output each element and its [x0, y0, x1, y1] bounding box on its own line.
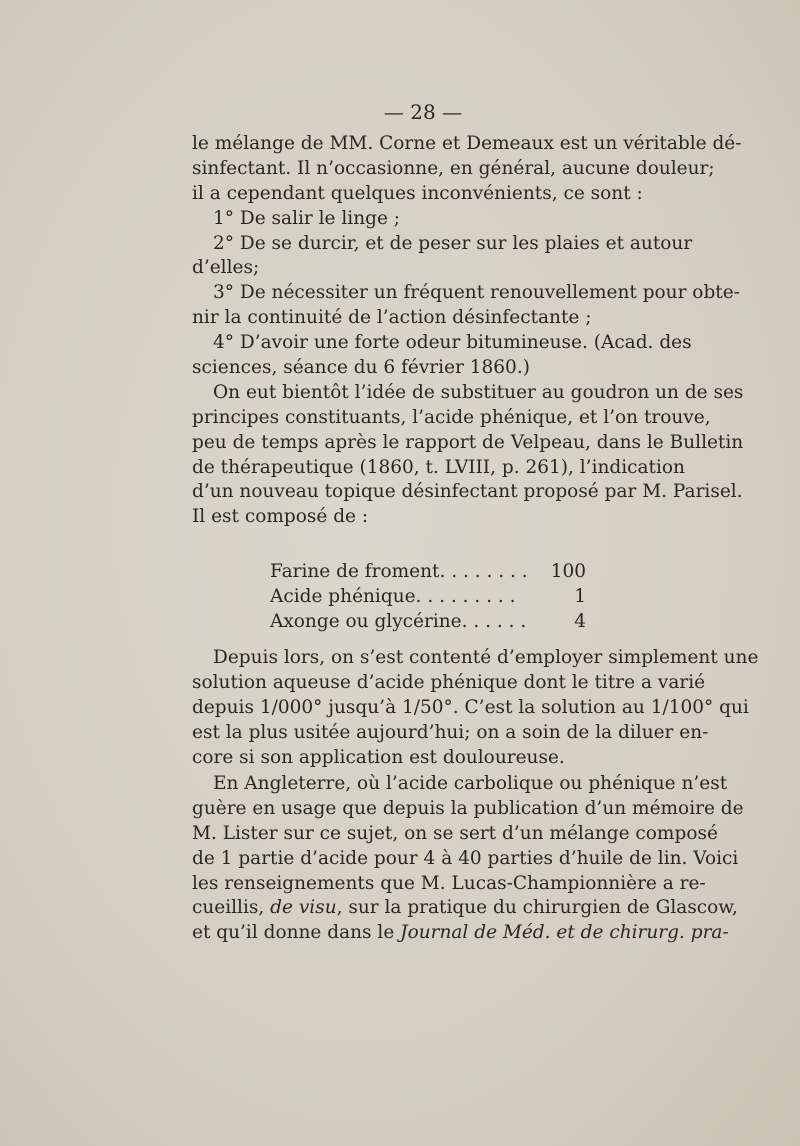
ingredient-name: Farine de froment. . . . . . . .: [270, 561, 528, 582]
text-line: principes constituants, l’acide phénique, et l’on trouve,: [192, 406, 711, 428]
text-line: En Angleterre, où l’acide carbolique ou phénique n’est: [213, 773, 728, 794]
paragraph-intro: [192, 132, 744, 530]
text-line: sciences, séance du 6 février 1860.): [192, 357, 530, 379]
recipe-row: [270, 584, 586, 609]
list-item: 4° D’avoir une forte odeur bitumineuse. (Acad. des: [213, 332, 692, 354]
ingredient-name: Acide phénique. . . . . . . . .: [270, 586, 516, 607]
text-line: [192, 896, 738, 921]
page-number: — 28 —: [383, 100, 463, 124]
text-line: Il est composé de :: [192, 506, 369, 528]
text-line: solution aqueuse d’acide phénique dont le titre a varié: [192, 671, 706, 693]
italic-phrase: de visu: [270, 897, 337, 919]
recipe-table: [270, 559, 586, 634]
ingredient-quantity: 4: [574, 611, 586, 632]
text-line: Depuis lors, on s’est contenté d’employer simplement une: [213, 647, 759, 668]
text-line: sinfectant. Il n’occasionne, en général, aucune douleur;: [192, 157, 715, 179]
text-segment: , sur la pratique du chirurgien de Glascow,: [336, 897, 738, 919]
list-item: 1° De salir le linge ;: [213, 207, 401, 229]
ingredient-quantity: 1: [574, 586, 586, 607]
text-line: de thérapeutique (1860, t. LVIII, p. 261), l’indication: [192, 456, 685, 478]
text-line: guère en usage que depuis la publication d’un mémoire de: [192, 797, 744, 819]
text-line: nir la continuité de l’action désinfectante ;: [192, 307, 592, 329]
text-segment: cueillis,: [192, 897, 271, 919]
recipe-row: [270, 609, 586, 634]
text-line: On eut bientôt l’idée de substituer au goudron un de ses: [213, 381, 744, 403]
text-line: d’elles;: [192, 257, 260, 279]
paragraph-solution: [192, 646, 759, 770]
text-line: depuis 1/000° jusqu’à 1/50°. C’est la solution au 1/100° qui: [192, 696, 749, 718]
text-line: il a cependant quelques inconvénients, ce sont :: [192, 182, 643, 204]
text-line: [192, 921, 729, 946]
recipe-row: [270, 559, 586, 584]
list-item: 3° De nécessiter un fréquent renouvellement pour obte-: [213, 282, 740, 304]
text-line: est la plus usitée aujourd’hui; on a soin de la diluer en-: [192, 721, 709, 743]
ingredient-quantity: 100: [550, 561, 586, 582]
list-item: 2° De se durcir, et de peser sur les plaies et autour: [213, 232, 693, 254]
text-line: d’un nouveau topique désinfectant proposé par M. Parisel.: [192, 481, 743, 503]
text-line: le mélange de MM. Corne et Demeaux est un véritable dé-: [192, 133, 742, 154]
text-line: les renseignements que M. Lucas-Championnière a re-: [192, 872, 706, 894]
ingredient-name: Axonge ou glycérine. . . . . .: [270, 611, 527, 632]
text-segment: et qu’il donne dans le: [192, 922, 401, 944]
text-line: M. Lister sur ce sujet, on se sert d’un mélange composé: [192, 822, 718, 844]
paragraph-england: [192, 772, 744, 946]
journal-title: Journal de Méd. et de chirurg. pra-: [400, 922, 729, 944]
text-line: de 1 partie d’acide pour 4 à 40 parties d’huile de lin. Voici: [192, 847, 739, 869]
text-line: peu de temps après le rapport de Velpeau, dans le Bulletin: [192, 431, 744, 453]
text-line: core si son application est douloureuse.: [192, 746, 565, 768]
